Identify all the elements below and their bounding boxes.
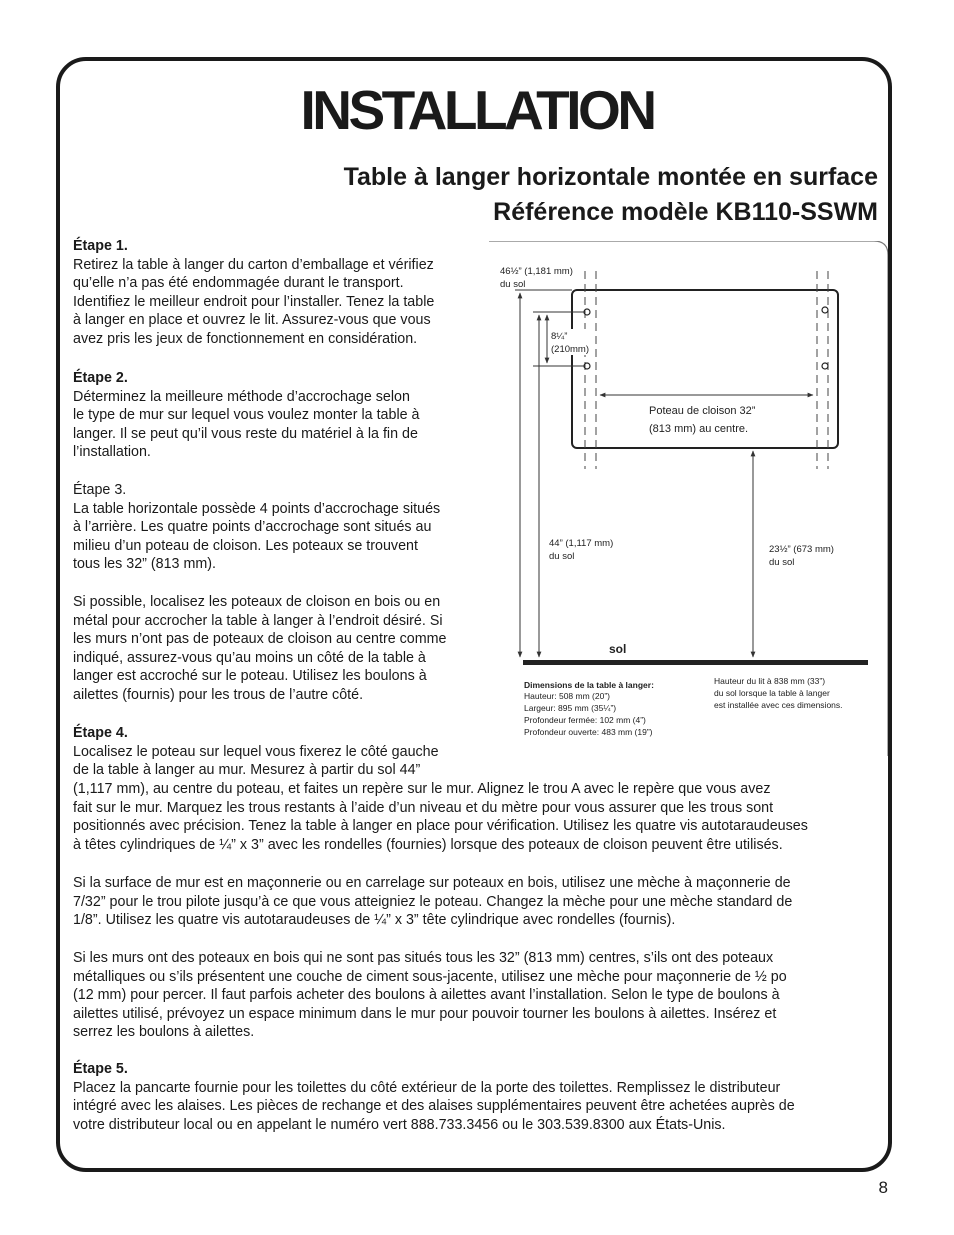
mounting-hole — [822, 307, 828, 313]
label-floor: sol — [609, 642, 627, 656]
text-line: métal pour accrocher la table à langer à l’endroit désiré. Si — [73, 612, 443, 629]
metal-studs-paragraph — [73, 949, 881, 1042]
text-line: serrez les boulons à ailettes. — [73, 1024, 255, 1041]
text-line: métalliques ou s’ils présentent une couche de ciment sous-jacente, utilisez une mèche pour maçonnerie de ½ po — [73, 968, 787, 985]
label-stud-spacing-center: (813 mm) au centre. — [649, 423, 749, 435]
diagram-frame — [489, 241, 888, 756]
text-line: à langer en place et ouvrez le lit. Assurez-vous que vous — [73, 312, 431, 329]
section-title: Table à langer horizontale montée en surface — [343, 163, 878, 191]
dimension-depth-open: Profondeur ouverte: 483 mm (19”) — [524, 727, 653, 737]
text-line: ailettes utilisé, prévoyez un espace minimum dans le mur pour pouvoir tourner les boulons à ailettes. Insérez et — [73, 1005, 777, 1022]
label-hole-height-ref: du sol — [549, 551, 575, 562]
step-3-heading: Étape 3. — [73, 482, 127, 498]
text-line: La table horizontale possède 4 points d’accrochage situés — [73, 500, 441, 517]
dimensions-title: Dimensions de la table à langer: — [524, 680, 654, 690]
step-3-paragraph-2 — [73, 593, 493, 705]
step-2-heading: Étape 2. — [73, 370, 128, 386]
text-line: votre distributeur local ou en appelant le numéro vert 888.733.3456 ou le 303.539.8300 aux États-Unis. — [73, 1116, 726, 1133]
mounting-hole — [822, 363, 828, 369]
text-line: les murs n’ont pas de poteaux de cloison au centre comme — [73, 631, 447, 648]
step-1 — [73, 237, 488, 349]
text-line: tous les 32” (813 mm). — [73, 556, 217, 573]
dimension-height: Hauteur: 508 mm (20”) — [524, 691, 610, 701]
text-line: Placez la pancarte fournie pour les toilettes du côté extérieur de la porte des toilettes. Remplissez le distributeur — [73, 1079, 781, 1096]
text-line: Identifiez le meilleur endroit pour l’installer. Tenez la table — [73, 293, 435, 310]
text-line: Si les murs ont des poteaux en bois qui ne sont pas situés tous les 32” (813 mm) centres, s’ils ont des poteaux — [73, 950, 774, 966]
text-line: Si la surface de mur est en maçonnerie ou en carrelage sur poteaux en bois, utilisez une mèche à maçonnerie de — [73, 875, 791, 891]
bed-height-note: est installée avec ces dimensions. — [714, 700, 843, 710]
floor-line — [523, 660, 868, 665]
text-line: fait sur le mur. Marquez les trous restants à l’aide d’un niveau et du mètre pour vous assurer que les trous sont — [73, 799, 774, 816]
text-line: milieu d’un poteau de cloison. Les poteaux se trouvent — [73, 537, 418, 554]
text-line: le type de mur sur lequel vous voulez monter la table à — [73, 407, 420, 424]
text-line: qu’elle n’a pas été endommagée durant le transport. — [73, 275, 404, 292]
bed-height-note: du sol lorsque la table à langer — [714, 688, 830, 698]
text-line: Localisez le poteau sur lequel vous fixerez le côté gauche — [73, 743, 439, 760]
text-line: à têtes cylindriques de ¼” x 3” avec les rondelles (fournies) lorsque des poteaux de cloison peuvent être utilisés. — [73, 836, 783, 853]
step-5-heading: Étape 5. — [73, 1061, 128, 1077]
text-line: Déterminez la meilleure méthode d’accrochage selon — [73, 388, 410, 405]
label-hole-spacing: 8¼” — [551, 331, 568, 342]
label-top-height-ref: du sol — [500, 279, 526, 290]
mounting-diagram — [489, 241, 888, 756]
text-line: à l’arrière. Les quatre points d’accrochage sont situés au — [73, 519, 432, 536]
text-line: positionnés avec précision. Tenez la table à langer en place pour vérification. Utilisez les quatre vis autotaraudeuses — [73, 818, 808, 835]
label-top-height: 46½” (1,181 mm) — [500, 266, 573, 277]
text-line: (12 mm) pour percer. Il faut parfois acheter des boulons à ailettes avant l’installation. Selon le type de boulons à — [73, 987, 780, 1004]
text-line: indiqué, assurez-vous qu’au moins un côté de la table à — [73, 649, 426, 666]
step-4-heading: Étape 4. — [73, 725, 128, 741]
step-3 — [73, 481, 488, 574]
text-line: 1/8”. Utilisez les quatre vis autotaraudeuses de ¼” x 3” tête cylindrique avec rondelles (fournis). — [73, 912, 676, 929]
text-line: l’installation. — [73, 444, 151, 461]
bed-height-note: Hauteur du lit à 838 mm (33”) — [714, 676, 826, 686]
page-title: INSTALLATION — [300, 79, 654, 141]
text-line: langer est accroché sur le poteau. Utilisez les boulons à — [73, 668, 427, 685]
text-line: 7/32” pour le trou pilote jusqu’à ce que vous atteigniez le poteau. Changez la mèche pour une mèche standard de — [73, 893, 793, 910]
dimension-depth-closed: Profondeur fermée: 102 mm (4”) — [524, 715, 646, 725]
step-2 — [73, 369, 488, 462]
dimension-width: Largeur: 895 mm (35¼”) — [524, 703, 617, 713]
page-number: 8 — [878, 1178, 888, 1197]
text-line: de la table à langer au mur. Mesurez à partir du sol 44” — [73, 762, 421, 779]
label-hole-height: 44” (1,117 mm) — [549, 538, 614, 549]
step-1-heading: Étape 1. — [73, 238, 128, 254]
label-stud-spacing: Poteau de cloison 32” — [649, 405, 756, 417]
text-line: avez pris les jeux de fonctionnement en considération. — [73, 330, 418, 347]
label-hole-spacing-mm: (210mm) — [551, 344, 590, 355]
text-line: langer. Il se peut qu’il vous reste du matériel à la fin de — [73, 425, 418, 442]
label-bottom-height: 23½” (673 mm) — [769, 544, 834, 555]
step-4 — [73, 724, 488, 780]
model-reference: Référence modèle KB110-SSWM — [493, 198, 878, 226]
text-line: intégré avec les alaises. Les pièces de rechange et des alaises supplémentaires peuvent être achetées auprès de — [73, 1098, 795, 1115]
masonry-paragraph — [73, 874, 881, 930]
text-line: Si possible, localisez les poteaux de cloison en bois ou en — [73, 594, 441, 610]
text-line: Retirez la table à langer du carton d’emballage et vérifiez — [73, 256, 434, 273]
step-5 — [73, 1060, 881, 1134]
text-line: ailettes (fournis) pour les trous de l’autre côté. — [73, 686, 364, 703]
label-bottom-height-ref: du sol — [769, 557, 795, 568]
step-4-continued — [73, 780, 881, 854]
text-line: (1,117 mm), au centre du poteau, et faites un repère sur le mur. Alignez le trou A avec le repère que vous avez — [73, 781, 771, 797]
